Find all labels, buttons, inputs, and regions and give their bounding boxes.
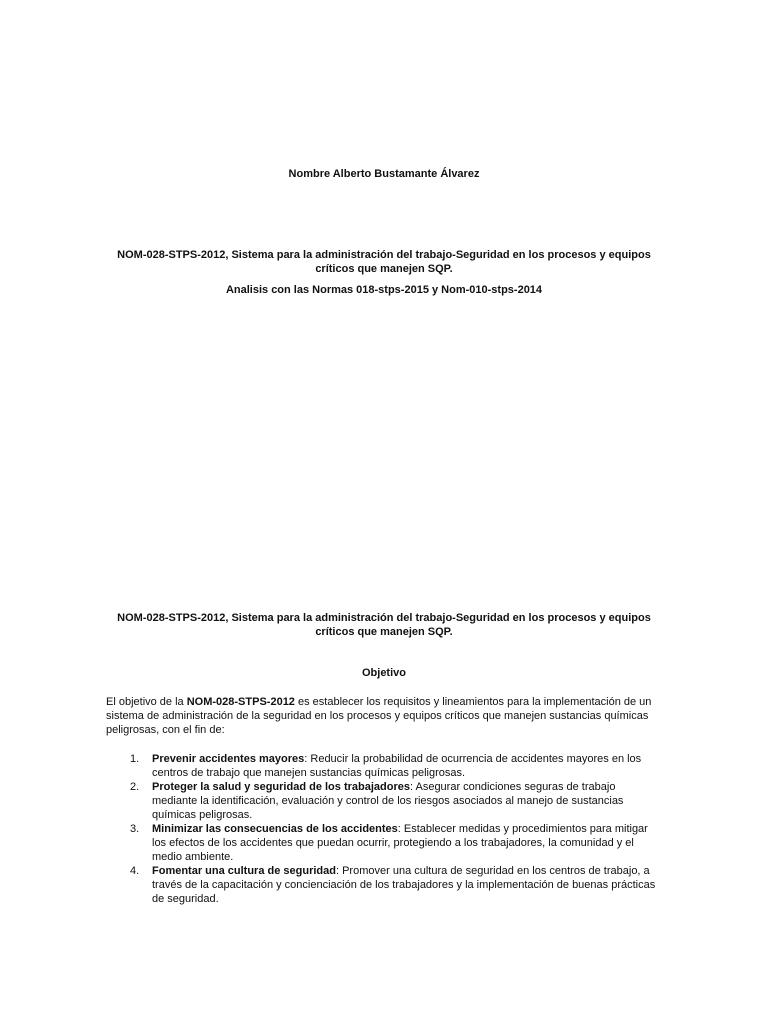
- author-name: Nombre Alberto Bustamante Álvarez: [288, 168, 480, 180]
- goal-title: Fomentar una cultura de seguridad: [152, 865, 336, 877]
- cover-title: NOM-028-STPS-2012, Sistema para la administración del trabajo-Seguridad en los procesos y equipos críticos que manejen SQP.: [117, 249, 651, 275]
- goal-number: 2.: [130, 781, 140, 793]
- goal-title: Minimizar las consecuencias de los accidentes: [152, 823, 398, 835]
- goal-item: [106, 752, 662, 780]
- intro-norm-name: NOM-028-STPS-2012: [186, 696, 295, 708]
- goal-title: Proteger la salud y seguridad de los trabajadores: [152, 781, 410, 793]
- goal-number: 4.: [130, 865, 140, 877]
- goal-item: [106, 822, 662, 864]
- goal-text: : Establecer medidas y procedimientos para mitigar los efectos de los accidentes que puedan ocurrir, protegiendo a los trabajadores, la comunidad y el medio ambiente.: [152, 823, 648, 863]
- goal-number: 3.: [130, 823, 140, 835]
- intro-paragraph: [106, 695, 662, 737]
- section-title: NOM-028-STPS-2012, Sistema para la administración del trabajo-Seguridad en los procesos y equipos críticos que manejen SQP.: [117, 612, 651, 638]
- goal-item: [106, 864, 662, 906]
- goal-text: : Promover una cultura de seguridad en los centros de trabajo, a través de la capacitación y concienciación de los trabajadores y la implementación de buenas prácticas de seguridad.: [152, 865, 656, 905]
- goals-list: [106, 752, 662, 906]
- intro-prefix: El objetivo de la: [106, 696, 187, 708]
- objective-heading: Objetivo: [361, 667, 406, 679]
- goal-text: : Asegurar condiciones seguras de trabajo mediante la identificación, evaluación y control de los riesgos asociados al manejo de sustancias químicas peligrosas.: [152, 781, 624, 821]
- goal-item: [106, 780, 662, 822]
- goal-number: 1.: [130, 753, 140, 765]
- goal-title: Prevenir accidentes mayores: [152, 753, 305, 765]
- intro-suffix: es establecer los requisitos y lineamientos para la implementación de un sistema de administración de la seguridad en los procesos y equipos críticos que manejen sustancias químicas peligrosas, con el fin de:: [106, 696, 652, 736]
- goal-text: : Reducir la probabilidad de ocurrencia de accidentes mayores en los centros de trabajo que manejen sustancias químicas peligrosas.: [152, 753, 642, 779]
- cover-subtitle: Analisis con las Normas 018-stps-2015 y Nom-010-stps-2014: [225, 284, 543, 296]
